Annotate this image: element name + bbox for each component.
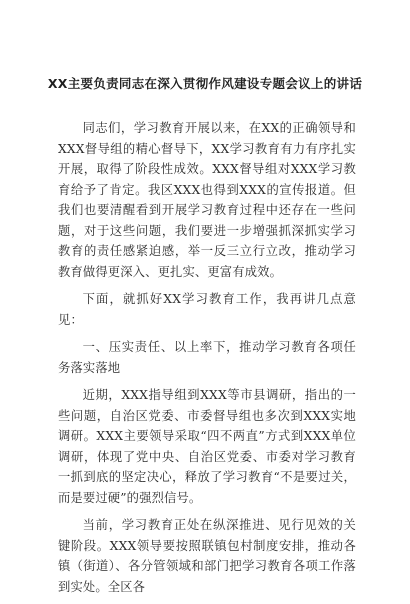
- paragraph-opening: 同志们，学习教育开展以来，在XX的正确领导和XXX督导组的精心督导下，XX学习教育有力有序扎实开展，取得了阶段性成效。XXX督导组对XXX学习教育给予了肯定。我区XXX也得到XXX的宣传报道。但我们也要清醒看到开展学习教育过程中还存在一些问题，对于这些问题，我们要进一步增强抓深抓实学习教育的责任感紧迫感，举一反三立行立改，推动学习教育做得更深入、更扎实、更富有成效。: [58, 121, 356, 279]
- document-title: XX主要负责同志在深入贯彻作风建设专题会议上的讲话: [47, 76, 363, 91]
- paragraph-current-stage: 当前，学习教育正处在纵深推进、见行见效的关键阶段。XXX领导要按照联镇包村制度安排，推动各镇（街道）、各分管领域和部门把学习教育各项工作落到实处。全区各: [58, 518, 356, 594]
- document-body: [58, 118, 356, 604]
- paragraph-recent-inspection: 近期，XXX指导组到XXX等市县调研，指出的一些问题，自治区党委、市委督导组也多次到XXX实地调研。XXX主要领导采取“四不两直”方式到XXX单位调研，体现了党中央、自治区党委、市委对学习教育一抓到底的坚定决心，释放了学习教育“不是要过关，而是要过硬”的强烈信号。: [58, 388, 356, 505]
- section-heading-1: 一、压实责任、以上率下，推动学习教育各项任务落实落地: [58, 340, 356, 375]
- paragraph-intro: 下面，就抓好XX学习教育工作，我再讲几点意见：: [58, 292, 356, 327]
